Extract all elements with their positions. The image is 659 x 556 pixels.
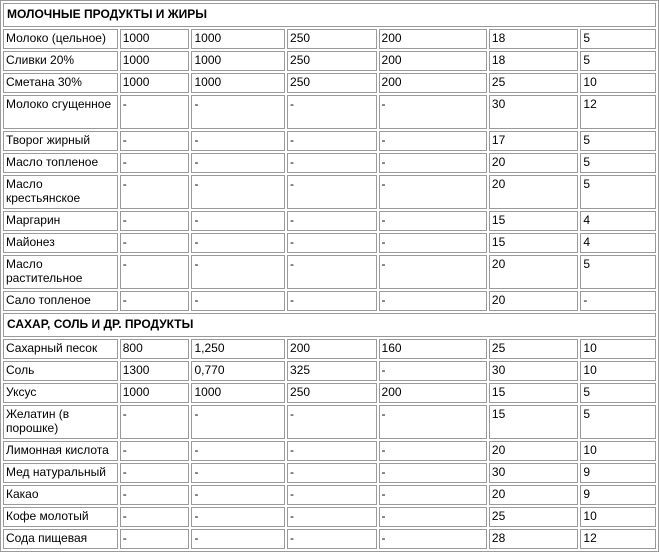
value-cell: 15: [489, 405, 578, 439]
value-cell: -: [191, 95, 285, 129]
value-cell: -: [287, 529, 377, 549]
value-cell: -: [120, 211, 190, 231]
value-cell: -: [120, 255, 190, 289]
product-name-cell: Желатин (в порошке): [3, 405, 118, 439]
value-cell: -: [379, 175, 487, 209]
value-cell: -: [287, 175, 377, 209]
value-cell: 200: [379, 29, 487, 49]
value-cell: -: [287, 255, 377, 289]
value-cell: -: [120, 233, 190, 253]
value-cell: 1000: [191, 73, 285, 93]
product-name-cell: Майонез: [3, 233, 118, 253]
value-cell: -: [191, 441, 285, 461]
product-name-cell: Масло крестьянское: [3, 175, 118, 209]
product-name-cell: Сметана 30%: [3, 73, 118, 93]
value-cell: -: [287, 485, 377, 505]
value-cell: -: [191, 233, 285, 253]
value-cell: 30: [489, 95, 578, 129]
value-cell: 25: [489, 73, 578, 93]
product-name-cell: Кофе молотый: [3, 507, 118, 527]
value-cell: -: [287, 131, 377, 151]
value-cell: 5: [580, 405, 656, 439]
table-row: [3, 255, 656, 289]
value-cell: 1000: [120, 73, 190, 93]
value-cell: 1000: [120, 29, 190, 49]
value-cell: 200: [379, 51, 487, 71]
value-cell: 1000: [120, 51, 190, 71]
table-row: [3, 73, 656, 93]
value-cell: -: [191, 211, 285, 231]
product-name-cell: Лимонная кислота: [3, 441, 118, 461]
table-row: [3, 441, 656, 461]
value-cell: 20: [489, 153, 578, 173]
product-name-cell: Какао: [3, 485, 118, 505]
value-cell: 15: [489, 211, 578, 231]
product-name-cell: Сода пищевая: [3, 529, 118, 549]
value-cell: -: [287, 507, 377, 527]
table-row: [3, 291, 656, 311]
value-cell: -: [379, 131, 487, 151]
value-cell: 5: [580, 51, 656, 71]
value-cell: -: [191, 131, 285, 151]
product-name-cell: Масло растительное: [3, 255, 118, 289]
table-row: [3, 339, 656, 359]
value-cell: 10: [580, 339, 656, 359]
section-header-row: [3, 313, 656, 337]
section-header-row: [3, 3, 656, 27]
value-cell: -: [120, 95, 190, 129]
value-cell: 10: [580, 361, 656, 381]
value-cell: 15: [489, 383, 578, 403]
table-row: [3, 175, 656, 209]
value-cell: 30: [489, 361, 578, 381]
table-row: [3, 233, 656, 253]
product-name-cell: Молоко сгущенное: [3, 95, 118, 129]
table-row: [3, 507, 656, 527]
value-cell: -: [379, 441, 487, 461]
value-cell: 200: [379, 73, 487, 93]
value-cell: -: [120, 507, 190, 527]
table-row: [3, 211, 656, 231]
product-name-cell: Сахарный песок: [3, 339, 118, 359]
value-cell: -: [191, 153, 285, 173]
section-title: САХАР, СОЛЬ И ДР. ПРОДУКТЫ: [3, 313, 656, 337]
value-cell: -: [287, 95, 377, 129]
value-cell: 5: [580, 153, 656, 173]
value-cell: -: [379, 529, 487, 549]
value-cell: 1000: [191, 383, 285, 403]
table-row: [3, 153, 656, 173]
value-cell: 250: [287, 29, 377, 49]
value-cell: 10: [580, 441, 656, 461]
value-cell: 0,770: [191, 361, 285, 381]
value-cell: 800: [120, 339, 190, 359]
table-row: [3, 51, 656, 71]
value-cell: 20: [489, 485, 578, 505]
value-cell: -: [379, 233, 487, 253]
value-cell: -: [120, 405, 190, 439]
value-cell: 10: [580, 507, 656, 527]
product-name-cell: Сливки 20%: [3, 51, 118, 71]
value-cell: 20: [489, 291, 578, 311]
table-row: [3, 95, 656, 129]
value-cell: -: [287, 153, 377, 173]
value-cell: 25: [489, 339, 578, 359]
value-cell: -: [191, 485, 285, 505]
value-cell: 28: [489, 529, 578, 549]
value-cell: -: [379, 463, 487, 483]
value-cell: 1300: [120, 361, 190, 381]
value-cell: 4: [580, 211, 656, 231]
value-cell: 18: [489, 51, 578, 71]
value-cell: -: [120, 485, 190, 505]
product-name-cell: Уксус: [3, 383, 118, 403]
table-row: [3, 29, 656, 49]
value-cell: 5: [580, 131, 656, 151]
value-cell: -: [379, 507, 487, 527]
value-cell: -: [191, 255, 285, 289]
value-cell: -: [120, 529, 190, 549]
value-cell: -: [580, 291, 656, 311]
table-body: [3, 3, 656, 549]
product-name-cell: Масло топленое: [3, 153, 118, 173]
value-cell: 1000: [120, 383, 190, 403]
table-row: [3, 361, 656, 381]
value-cell: 1000: [191, 51, 285, 71]
table-row: [3, 463, 656, 483]
table-row: [3, 131, 656, 151]
value-cell: -: [379, 255, 487, 289]
table-row: [3, 405, 656, 439]
value-cell: -: [120, 291, 190, 311]
value-cell: 5: [580, 29, 656, 49]
value-cell: 325: [287, 361, 377, 381]
value-cell: 9: [580, 485, 656, 505]
value-cell: -: [287, 441, 377, 461]
value-cell: 5: [580, 175, 656, 209]
product-name-cell: Молоко (цельное): [3, 29, 118, 49]
value-cell: -: [120, 131, 190, 151]
value-cell: 4: [580, 233, 656, 253]
value-cell: -: [120, 463, 190, 483]
value-cell: -: [191, 529, 285, 549]
value-cell: 20: [489, 441, 578, 461]
value-cell: -: [120, 153, 190, 173]
value-cell: 250: [287, 383, 377, 403]
value-cell: 10: [580, 73, 656, 93]
value-cell: 200: [379, 383, 487, 403]
product-name-cell: Маргарин: [3, 211, 118, 231]
value-cell: 12: [580, 529, 656, 549]
value-cell: -: [379, 291, 487, 311]
value-cell: -: [120, 441, 190, 461]
value-cell: 30: [489, 463, 578, 483]
value-cell: -: [191, 291, 285, 311]
value-cell: 5: [580, 255, 656, 289]
value-cell: 18: [489, 29, 578, 49]
value-cell: -: [120, 175, 190, 209]
value-cell: -: [191, 507, 285, 527]
value-cell: -: [287, 211, 377, 231]
value-cell: 25: [489, 507, 578, 527]
product-name-cell: Творог жирный: [3, 131, 118, 151]
value-cell: 12: [580, 95, 656, 129]
value-cell: -: [287, 233, 377, 253]
section-title: МОЛОЧНЫЕ ПРОДУКТЫ И ЖИРЫ: [3, 3, 656, 27]
value-cell: 20: [489, 175, 578, 209]
value-cell: 5: [580, 383, 656, 403]
value-cell: -: [379, 95, 487, 129]
value-cell: 250: [287, 51, 377, 71]
value-cell: 160: [379, 339, 487, 359]
value-cell: -: [287, 291, 377, 311]
product-name-cell: Сало топленое: [3, 291, 118, 311]
value-cell: 15: [489, 233, 578, 253]
value-cell: -: [191, 463, 285, 483]
value-cell: -: [379, 153, 487, 173]
value-cell: 200: [287, 339, 377, 359]
product-name-cell: Соль: [3, 361, 118, 381]
value-cell: 9: [580, 463, 656, 483]
value-cell: 17: [489, 131, 578, 151]
table-row: [3, 485, 656, 505]
value-cell: -: [379, 405, 487, 439]
value-cell: 1000: [191, 29, 285, 49]
value-cell: 20: [489, 255, 578, 289]
value-cell: -: [379, 485, 487, 505]
value-cell: -: [379, 361, 487, 381]
value-cell: -: [191, 175, 285, 209]
value-cell: 250: [287, 73, 377, 93]
table-row: [3, 529, 656, 549]
product-name-cell: Мед натуральный: [3, 463, 118, 483]
value-cell: -: [379, 211, 487, 231]
value-cell: -: [191, 405, 285, 439]
table-row: [3, 383, 656, 403]
value-cell: -: [287, 405, 377, 439]
value-cell: 1,250: [191, 339, 285, 359]
value-cell: -: [287, 463, 377, 483]
